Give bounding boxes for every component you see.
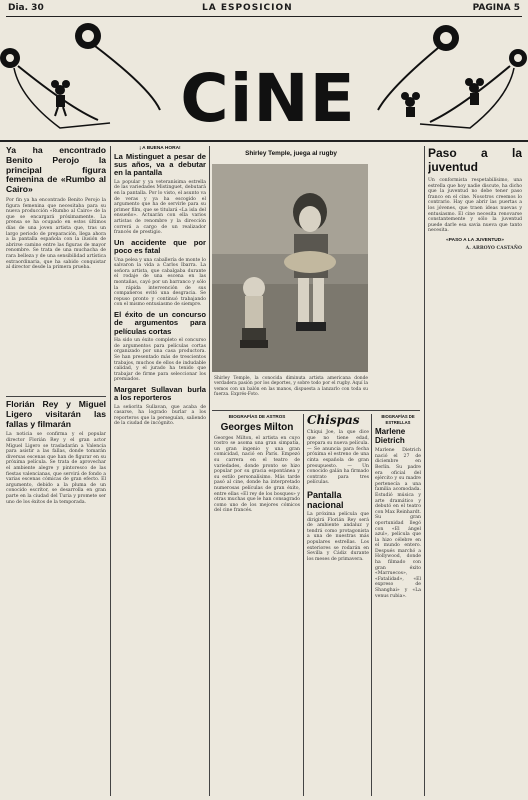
headline-concurso: El éxito de un concurso de argumentos para películas cortas [114, 309, 206, 336]
kicker-biografias-estrellas: BIOGRAFÍAS DE ESTRELLAS [381, 414, 415, 425]
headline-georges-milton: Georges Milton [220, 421, 294, 433]
photo-title: Shirley Temple, juega al rugby [245, 150, 337, 157]
kicker-biografias-astros: BIOGRAFÍAS DE ASTROS [228, 414, 286, 419]
column-5 [375, 414, 421, 794]
divider [212, 410, 420, 411]
photo-image [212, 164, 368, 372]
article-mistinguet-body: La popular y ya veteranísima estrella de las variedades Mistinguet, debutará en la pantalla. Por lo visto, el asunto va de veras y ya ha escogido el argumento que ha de servirle para su primer film, que se titulará «La isla del ensueño». Actuarán con ella varios artistas de renombre y la dirección correrá a cargo de un realizador francés de prestigio. [114, 179, 206, 236]
headline-pantalla-nacional: Pantalla nacional [307, 489, 344, 510]
article-perojo-body: Por fin ya ha encontrado Benito Perojo la figura femenina que necesitaba para su nueva producción «Rumbo al Cairo» de la que se encargará próximamente. La prensa se ha ocupado en estos últimos días de una joven artista que, tras un largo periodo de preparación, llega ahora a la pantalla española con la ilusión de abrirse camino entre las figuras de mayor renombre. Se trata de una muchacha de rara belleza y de una sensibilidad artística extraordinaria, que ha sabido conquistar al director desde la primera prueba. [6, 197, 106, 271]
headline-paso-juventud: Paso a la juventud [428, 146, 522, 174]
column-rule [424, 146, 425, 796]
masthead-divider [0, 140, 528, 142]
column-1-top [6, 146, 106, 396]
header-page-number: PAGINA 5 [472, 3, 520, 13]
article-signature: A. ARROYO CASTAÑO [465, 245, 522, 251]
article-pantalla-body: La próxima película que dirigirá Florián Rey será de ambiente andaluz y tendrá como protagonista a una de nuestras más populares estrellas. Los exteriores se rodarán en Sevilla y Cádiz durante los meses de primavera. [307, 511, 369, 562]
divider [6, 396, 106, 397]
column-3 [214, 414, 300, 794]
column-4 [307, 414, 369, 794]
column-6 [428, 146, 522, 794]
header-paper-name: LA ESPOSICION [202, 3, 293, 13]
headline-florian-rey: Florián Rey y Miguel Ligero visitarán las fallas y filmarán [6, 400, 106, 429]
headline-accidente: Un accidente que por poco es fatal [114, 237, 206, 256]
article-sullavan-body: La señorita Sullavan, que acaba de casarse, ha logrado burlar a los reporteros que la perseguían, saliendo de la ciudad de incógnito. [114, 404, 206, 427]
column-rule [209, 146, 210, 796]
header-date: Dia. 30 [8, 3, 44, 13]
headline-mistinguet: La Mistinguet a pesar de sus años, va a debutar en la pantalla [114, 151, 206, 178]
article-concurso-body: Ha sido un éxito completo el concurso de argumentos para películas cortas organizado por una casa productora. Se han presentado más de trescientos trabajos, muchos de ellos de indudable calidad, y el jurado ha tenido que trabajar de firme para seleccionar los premiados. [114, 338, 206, 383]
column-rule [110, 146, 111, 796]
article-juventud-body: Un conformista respetabilísimo, una estrella que hoy nadie discute, ha dicho que la juventud no debe tener paso franco en el cine. Nosotros creemos lo contrario. Hay que abrir las puertas a los jóvenes, que traen ideas nuevas y entusiasmo. El cine necesita renovarse constantemente y sólo la juventud puede darle esa savia nueva que tanto necesita. [428, 178, 522, 234]
shirley-temple-photo [212, 164, 368, 372]
headline-sullavan: Margaret Sullavan burla a los reporteros [114, 384, 206, 403]
cine-masthead [0, 18, 528, 140]
headline-marlene-dietrich: Marlene Dietrich [375, 427, 406, 446]
juventud-footer: «PASO A LA JUVENTUD» [446, 237, 504, 243]
article-dietrich-body: Marlene Dietrich nació el 27 de diciembre en Berlín. Su padre era oficial del ejército y su madre pertenecía a una familia acomodada. Estudió música y arte dramático y debutó en el teatro con Max Reinhardt. Su gran oportunidad llegó con «El ángel azul», película que la hizo célebre en el mundo entero. Después marchó a Hollywood, donde ha filmado con gran éxito «Marruecos», «Fatalidad», «El expreso de Shanghai» y «La venus rubia». [375, 448, 421, 599]
headline-perojo: Ya ha encontrado Benito Perojo la principal figura femenina de «Rumbo al Cairo» [6, 146, 106, 195]
article-milton-body: Georges Milton, el artista en cuyo rostro se asoma una gran simpatía, un gran ingenio y una gran comicidad, nació en París. Empezó su carrera en el teatro de variedades, donde pronto se hizo popular por su gracia espontánea y su estilo personalísimo. Más tarde pasó al cine, donde ha interpretado numerosas películas de gran éxito, entre ellas «El rey de los bosques» y otras muchas que le han consagrado como uno de los mejores cómicos del cine francés. [214, 435, 300, 514]
column-1-bottom [6, 400, 106, 794]
column-2 [114, 146, 206, 794]
masthead-title: CiNE [180, 60, 356, 137]
column-rule [303, 414, 304, 796]
headline-chispas: Chispas [307, 414, 360, 427]
column-rule [371, 414, 372, 796]
kicker-buena-hora: ¡ A BUENA HORA! [139, 146, 181, 151]
photo-caption: Shirley Temple, la conocida diminuta artista americana donde verdadera pasión por los deportes, y sobre todo por el rugby. Aquí la vemos con un balón en las manos, dispuesta a lanzarlo con toda su fuerza. Exprés-Foto. [214, 376, 368, 398]
article-accidente-body: Una pelea y una caballería de monte lo salvaron la vida a Carlos Ibarra. La señora artista, que cabalgaba durante el rodaje de una escena en las montañas, cayó por un barranco y sólo la rápida intervención de sus compañeros evitó una desgracia. Se repuso pronto y continuó trabajando con el mismo entusiasmo de siempre. [114, 257, 206, 308]
article-florian-rey-body: La noticia se confirma y el popular director Florián Rey y el gran actor Miguel Ligero se trasladarán a Valencia para asistir a las fallas, donde tomarán diversas escenas que han de figurar en su próxima película. Se trata de aprovechar el ambiente alegre y pintoresco de las fiestas valencianas, que servirá de fondo a varias escenas cómicas de gran efecto. El argumento, debido a la pluma de un conocido escritor, se desarrolla en gran parte en la ciudad del Turia y promete ser uno de los éxitos de la temporada. [6, 432, 106, 505]
article-chispas-body: Chiqui Joe, la que dice que no tiene edad, prepara su nueva película. — Se anuncia para fecha próxima el estreno de una cinta española de gran presupuesto. — Un conocido galán ha firmado contrato para tres películas. [307, 430, 369, 486]
page-header [6, 2, 522, 17]
